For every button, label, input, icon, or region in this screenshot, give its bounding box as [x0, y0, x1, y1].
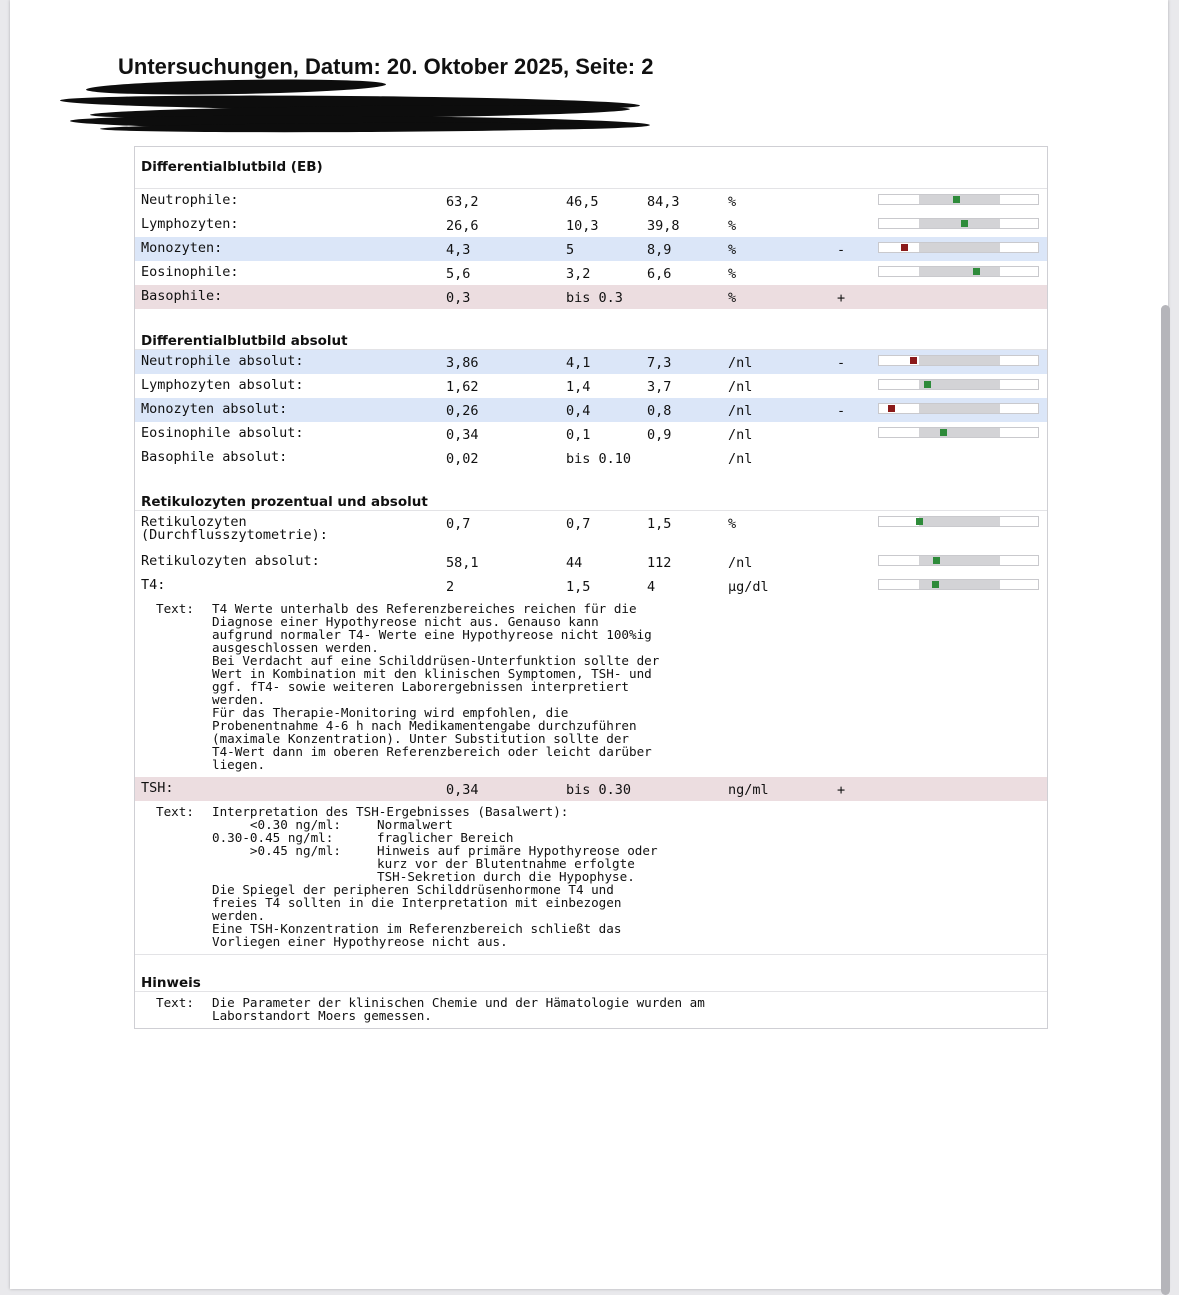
row-value: 58,1 — [446, 555, 479, 571]
row-name: Eosinophile: — [141, 264, 239, 280]
row-name: Basophile: — [141, 288, 223, 304]
reference-range-zone — [919, 380, 1000, 389]
row-value: 0,26 — [446, 403, 479, 419]
value-marker — [932, 581, 939, 588]
row-ref-high: 0,8 — [647, 403, 672, 419]
row-ref-high: 39,8 — [647, 218, 680, 234]
row-ref-low: 5 — [566, 242, 575, 258]
row-name: Retikulozyten absolut: — [141, 553, 320, 569]
row-ref-low: 46,5 — [566, 194, 599, 210]
row-unit: % — [728, 242, 737, 258]
row-ref-high: 8,9 — [647, 242, 672, 258]
row-flag: - — [837, 242, 846, 258]
value-marker — [901, 244, 908, 251]
row-unit: /nl — [728, 355, 753, 371]
value-marker — [940, 429, 947, 436]
section-title: Retikulozyten prozentual und absolut — [135, 482, 1047, 511]
reference-range-bar — [878, 218, 1039, 229]
row-value: 0,02 — [446, 451, 479, 467]
reference-range-zone — [919, 356, 1000, 365]
row-name: Eosinophile absolut: — [141, 425, 304, 441]
reference-range-bar — [878, 427, 1039, 438]
row-value: 2 — [446, 579, 455, 595]
row-value: 63,2 — [446, 194, 479, 210]
row-flag: - — [837, 403, 846, 419]
row-name: Neutrophile absolut: — [141, 353, 304, 369]
row-name: TSH: — [141, 780, 174, 796]
reference-range-bar — [878, 242, 1039, 253]
row-unit: % — [728, 266, 737, 282]
row-name: Lymphozyten: — [141, 216, 239, 232]
table-row — [135, 285, 1047, 309]
row-ref-high: 3,7 — [647, 379, 672, 395]
reference-range-bar — [878, 403, 1039, 414]
reference-range-bar — [878, 194, 1039, 205]
row-ref-low: bis 0.3 — [566, 290, 623, 306]
row-ref-high: 1,5 — [647, 516, 672, 532]
section-title: Differentialblutbild absolut — [135, 321, 1047, 350]
reference-range-bar — [878, 555, 1039, 566]
reference-range-zone — [919, 428, 1000, 437]
section-title: Differentialblutbild (EB) — [135, 147, 1047, 189]
row-ref-low: 0,7 — [566, 516, 591, 532]
reference-range-zone — [919, 556, 1000, 565]
value-marker — [910, 357, 917, 364]
t4-note — [135, 598, 1047, 777]
row-unit: /nl — [728, 555, 753, 571]
table-row — [135, 237, 1047, 261]
reference-range-zone — [919, 243, 1000, 252]
row-ref-high: 112 — [647, 555, 672, 571]
table-row — [135, 350, 1047, 374]
lab-report-table — [134, 146, 1048, 1029]
row-ref-low: 3,2 — [566, 266, 591, 282]
tsh-interpretation: Hinweis auf primäre Hypothyreose oder kurz vor der Blutentnahme erfolgte TSH-Sekretion durch die Hypophyse. — [377, 843, 658, 884]
note-label: Text: — [156, 804, 194, 819]
row-ref-low: bis 0.10 — [566, 451, 632, 467]
tsh-threshold: 0.30-0.45 ng/ml: — [212, 830, 334, 845]
row-ref-low: 0,1 — [566, 427, 591, 443]
tsh-interpretation: Normalwert — [377, 817, 453, 832]
row-unit: µg/dl — [728, 579, 769, 595]
tsh-threshold: >0.45 ng/ml: — [212, 843, 341, 858]
table-row — [135, 374, 1047, 398]
row-ref-low: 4,1 — [566, 355, 591, 371]
row-unit: /nl — [728, 427, 753, 443]
row-ref-high: 4 — [647, 579, 656, 595]
reference-range-bar — [878, 355, 1039, 366]
reference-range-zone — [919, 580, 1000, 589]
table-row-tsh — [135, 777, 1047, 801]
row-value: 3,86 — [446, 355, 479, 371]
row-flag: - — [837, 355, 846, 371]
row-value: 0,34 — [446, 427, 479, 443]
value-marker — [924, 381, 931, 388]
table-row — [135, 574, 1047, 598]
note-text: T4 Werte unterhalb des Referenzbereiches reichen für die Diagnose einer Hypothyreose nicht aus. Genauso kann aufgrund normaler T4- Werte eine Hypothyreose nicht 100%ig ausgeschlossen werden. Bei Verdacht auf eine Schilddrüsen-Unterfunktion sollte der Wert in Kombination mit den klinischen Symptomen, TSH- und ggf. fT4- sowie weiteren Laborergebnissen interpretiert werden. Für das Therapie-Monitoring wird empfohlen, die Probenentnahme 4-6 h nach Medikamentengabe durchzuführen (maximale Konzentration). Unter Substitution sollte der T4-Wert dann im oberen Referenzbereich oder leicht darüber liegen. — [212, 601, 660, 772]
table-row — [135, 213, 1047, 237]
row-ref-low: 1,4 — [566, 379, 591, 395]
row-value: 0,7 — [446, 516, 471, 532]
reference-range-zone — [919, 517, 1000, 526]
note-label: Text: — [156, 601, 194, 616]
reference-range-zone — [919, 267, 1000, 276]
reference-range-zone — [919, 404, 1000, 413]
table-row — [135, 446, 1047, 470]
row-name: T4: — [141, 577, 166, 593]
row-value: 0,34 — [446, 782, 479, 798]
row-value: 5,6 — [446, 266, 471, 282]
row-unit: /nl — [728, 379, 753, 395]
row-unit: % — [728, 194, 737, 210]
row-ref-high: 7,3 — [647, 355, 672, 371]
row-ref-low: 1,5 — [566, 579, 591, 595]
row-name: Retikulozyten (Durchflusszytometrie): — [141, 514, 328, 543]
hinweis-note — [135, 992, 1047, 1028]
page-title: Untersuchungen, Datum: 20. Oktober 2025, Seite: 2 — [118, 54, 654, 79]
row-flag: + — [837, 290, 846, 306]
row-unit: % — [728, 290, 737, 306]
value-marker — [953, 196, 960, 203]
row-value: 26,6 — [446, 218, 479, 234]
row-ref-low: 10,3 — [566, 218, 599, 234]
row-value: 1,62 — [446, 379, 479, 395]
note-text: Die Parameter der klinischen Chemie und der Hämatologie wurden am Laborstandort Moers gemessen. — [212, 995, 705, 1023]
row-flag: + — [837, 782, 846, 798]
row-ref-high: 84,3 — [647, 194, 680, 210]
tsh-threshold: <0.30 ng/ml: — [212, 817, 341, 832]
value-marker — [961, 220, 968, 227]
reference-range-bar — [878, 516, 1039, 527]
row-ref-low: bis 0.30 — [566, 782, 632, 798]
row-unit: /nl — [728, 403, 753, 419]
value-marker — [933, 557, 940, 564]
table-row — [135, 189, 1047, 213]
reference-range-bar — [878, 579, 1039, 590]
reference-range-bar — [878, 266, 1039, 277]
value-marker — [973, 268, 980, 275]
row-unit: /nl — [728, 451, 753, 467]
table-row — [135, 511, 1047, 550]
value-marker — [888, 405, 895, 412]
reference-range-bar — [878, 379, 1039, 390]
row-unit: ng/ml — [728, 782, 769, 798]
row-value: 0,3 — [446, 290, 471, 306]
tsh-note — [135, 801, 1047, 955]
table-row — [135, 261, 1047, 285]
table-row — [135, 398, 1047, 422]
table-row — [135, 422, 1047, 446]
row-name: Monozyten absolut: — [141, 401, 288, 417]
note-label: Text: — [156, 995, 194, 1010]
row-name: Lymphozyten absolut: — [141, 377, 304, 393]
row-name: Neutrophile: — [141, 192, 239, 208]
value-marker — [916, 518, 923, 525]
row-unit: % — [728, 516, 737, 532]
table-row — [135, 550, 1047, 574]
row-value: 4,3 — [446, 242, 471, 258]
tsh-interpretation: fraglicher Bereich — [377, 830, 514, 845]
row-name: Basophile absolut: — [141, 449, 288, 465]
row-ref-low: 0,4 — [566, 403, 591, 419]
row-ref-high: 6,6 — [647, 266, 672, 282]
reference-range-zone — [919, 219, 1000, 228]
note-outro: Die Spiegel der peripheren Schilddrüsenhormone T4 und freies T4 sollten in die Interpretation mit einbezogen werden. Eine TSH-Konzentration im Referenzbereich schließt das Vorliegen einer Hypothyreose nicht aus. — [212, 882, 622, 949]
note-intro: Interpretation des TSH-Ergebnisses (Basalwert): — [212, 804, 569, 819]
row-name: Monozyten: — [141, 240, 223, 256]
row-ref-low: 44 — [566, 555, 583, 571]
row-ref-high: 0,9 — [647, 427, 672, 443]
vertical-scrollbar[interactable] — [1161, 305, 1170, 1295]
section-title-hinweis: Hinweis — [135, 963, 1047, 992]
row-unit: % — [728, 218, 737, 234]
